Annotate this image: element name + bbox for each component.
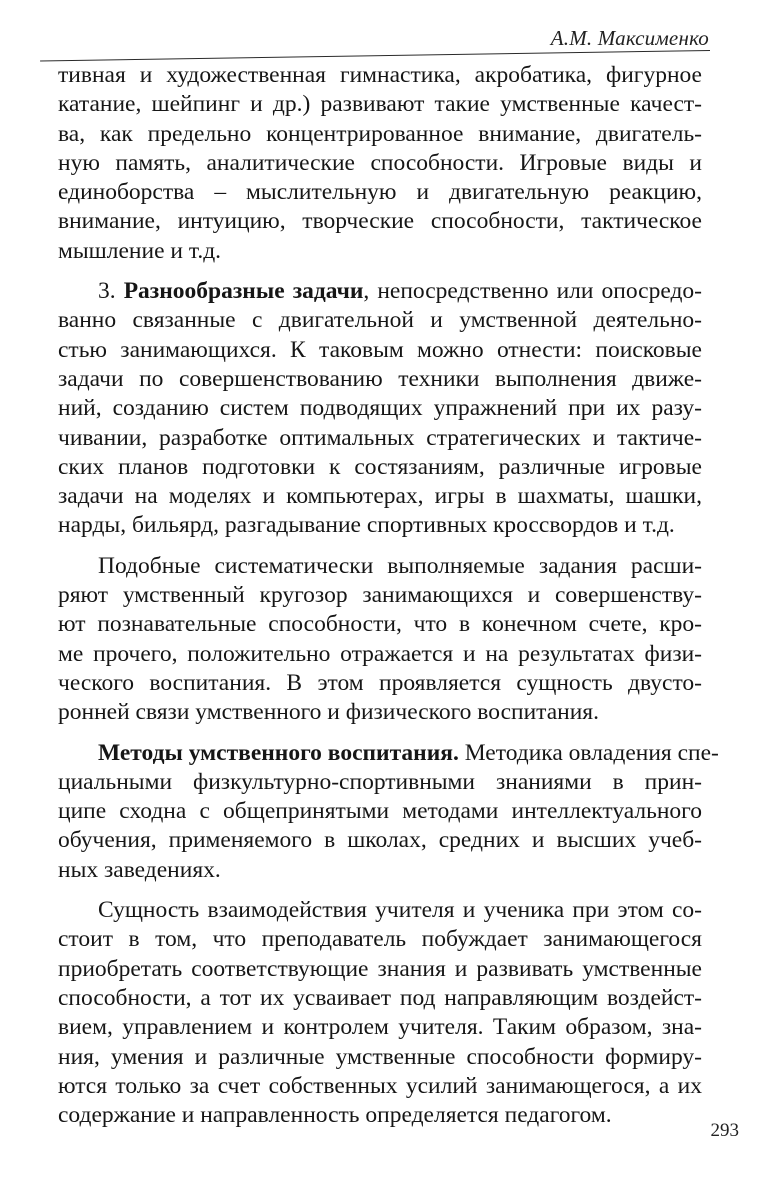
text-line: ме прочего, положительно отражается и на результатах физи- <box>58 640 702 667</box>
paragraph <box>58 896 702 1130</box>
text-line: задачи на моделях и компьютерах, игры в шахматы, шашки, <box>58 483 702 510</box>
text-line: тивная и художественная гимнастика, акробатика, фигурное <box>58 62 702 88</box>
text-line: ются только за счет собственных усилий занимающегося, а их <box>58 1072 702 1099</box>
text-line: ронней связи умственного и физического воспитания. <box>58 699 599 726</box>
bold-term: Разнообразные задачи <box>123 278 364 305</box>
text-line: катание, шейпинг и др.) развивают такие умственные качест- <box>58 91 702 118</box>
paragraph-methods <box>58 739 719 885</box>
paragraph-gap <box>58 728 702 739</box>
paragraph-item-3 <box>58 277 702 541</box>
text-line: способности, а тот их усваивает под направляющим воздейст- <box>58 984 702 1011</box>
text-line: стью занимающихся. К таковым можно отнести: поисковые <box>58 336 702 363</box>
header-rule <box>40 50 710 62</box>
paragraph-gap <box>58 885 702 896</box>
text-line: ют познавательные способности, что в конечном счете, кро- <box>58 611 702 638</box>
text-line: приобретать соответствующие знания и развивать умственные <box>58 955 702 982</box>
text-line: нарды, бильярд, разгадывание спортивных кроссвордов и т.д. <box>58 512 675 539</box>
text-line: ную память, аналитические способности. Игровые виды и <box>58 149 702 176</box>
paragraph <box>58 552 702 728</box>
text-line-first <box>58 277 702 306</box>
paragraph-gap <box>58 541 702 552</box>
text-line: Подобные систематически выполняемые задания расши- <box>98 552 702 579</box>
page-number: 293 <box>710 1120 739 1141</box>
text-line: ряют умственный кругозор занимающихся и совершенству- <box>58 582 702 609</box>
text-fragment: , непосредственно или опосредо- <box>363 278 703 305</box>
paragraph-gap <box>58 266 702 277</box>
text-line: внимание, интуицию, творческие способности, тактическое <box>58 208 702 235</box>
paragraph-continuation <box>58 61 702 266</box>
text-line: ческого воспитания. В этом проявляется сущность двусто- <box>58 669 702 696</box>
text-line: ных заведениях. <box>58 856 221 883</box>
text-line-first <box>58 739 719 768</box>
text-line: мышление и т.д. <box>58 237 222 264</box>
text-line: чивании, разработке оптимальных стратегических и тактиче- <box>58 424 702 451</box>
text-line: циальными физкультурно-спортивными знаниями в прин- <box>58 768 702 795</box>
text-line: единоборства – мыслительную и двигательную реакцию, <box>58 179 702 206</box>
text-line: ских планов подготовки к состязаниям, различные игровые <box>58 453 702 480</box>
section-heading: Методы умственного воспитания. <box>98 739 459 766</box>
text-line: стоит в том, что преподаватель побуждает занимающегося <box>58 926 702 953</box>
text-line: ва, как предельно концентрированное внимание, двигатель- <box>58 120 702 147</box>
text-line: Сущность взаимодействия учителя и ученика при этом со- <box>98 897 702 924</box>
text-line: задачи по совершенствованию техники выполнения движе- <box>58 365 702 392</box>
running-header-author: А.М. Максименко <box>550 26 709 50</box>
text-line: содержание и направленность определяется педагогом. <box>58 1102 612 1129</box>
item-number: 3. <box>98 278 124 305</box>
text-line: вием, управлением и контролем учителя. Таким образом, зна- <box>58 1014 702 1041</box>
text-line: ния, умения и различные умственные способности формиру- <box>58 1043 702 1070</box>
text-line: обучения, применяемого в школах, средних и высших учеб- <box>58 827 702 854</box>
body-text <box>58 61 719 1130</box>
text-line: ципе сходна с общепринятыми методами интеллектуального <box>58 798 702 825</box>
text-line: ний, созданию систем подводящих упражнений при их разу- <box>58 395 702 422</box>
text-line: ванно связанные с двигательной и умственной деятельно- <box>58 307 702 334</box>
text-fragment: Методика овладения спе- <box>458 739 719 766</box>
